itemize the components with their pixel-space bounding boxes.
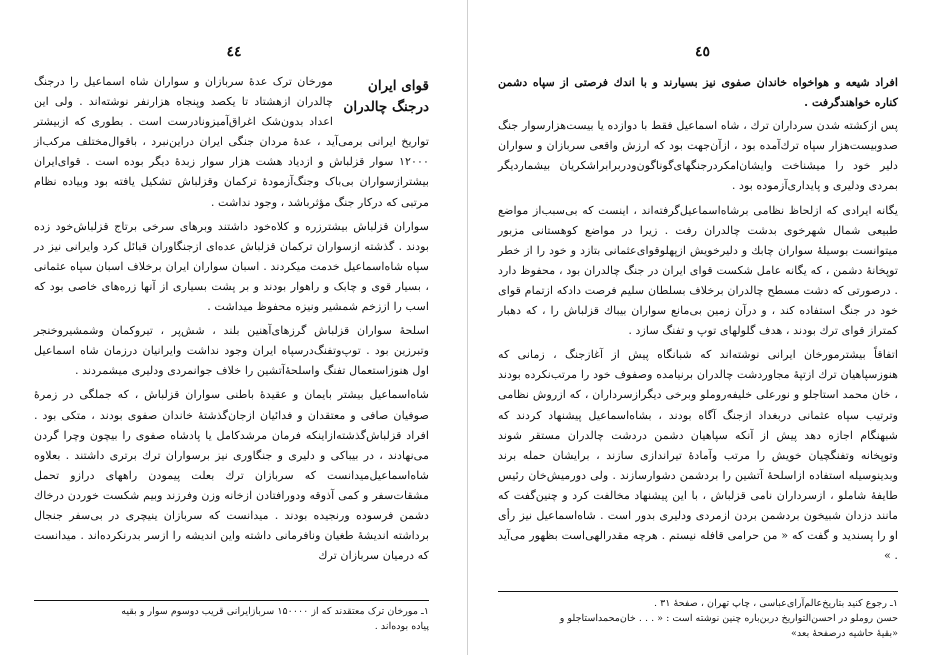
- paragraph: اسلحهٔ سواران قزلباش گرزهای‌آهنین بلند ، شش‌پر ، تیروکمان وشمشیروخنجر وتبرزین بود . توپ‌وتفنگ‌درسپاه ایران وجود نداشت وایرانیان درزمان شاه اسماعیل اول هنوزاستعمال تفنگ واسلحهٔ‌آتشین را خلاف جوانمردی ودلیری میشمردند .: [34, 324, 429, 378]
- page-number: ٤٥: [694, 44, 711, 60]
- heading-line: قوای ایران: [367, 78, 429, 94]
- page-body: [498, 72, 898, 566]
- heading-line: درجنگ چالدران: [343, 99, 429, 115]
- footnote-rule: [34, 600, 429, 601]
- footnote-line: «بقیهٔ حاشیه درصفحهٔ بعد»: [791, 628, 898, 639]
- paragraph: یگانه ایرادی که ازلحاظ نظامی برشاه‌اسماعیل‌گرفته‌اند ، اینست که بی‌سبب‌از مواضع طبیعی شمال شهرخوی بدشت چالدران رفت . زیرا در مواضع کوهستانی مزبور میتوانست بوسیلهٔ سواران چابك و دلیرخویش ازپهلوقوای‌عثمانی بتازد و خود را از خطر توپخانهٔ دشمن ، که یگانه عامل شکست قوای ایران در جنگ چالدران بود ، محفوظ دارد . درصورتی که دشت مسطح چالدران برخلاف بسلطان سلیم فرصت دادکه ازتمام قوای خود در جنگ استفاده کند ، و درآن زمین بی‌مانع سواران بیباك قزلباش را ، که دهبار کمتراز قوای ترك بودند ، هدف گلولهای توپ و تفنگ سازد .: [498, 203, 898, 338]
- left-page: [0, 0, 468, 655]
- footnotes: [498, 596, 898, 641]
- section-heading: [343, 76, 429, 118]
- page-number: ٤٤: [226, 44, 242, 60]
- paragraph: سواران قزلباش بیشترزره و کلاه‌خود داشتند وبرهای سرخی برتاج قزلباش‌خود زده بودند . گذشته ازسواران ترکمان قزلباش عده‌ای ازجنگاوران قبائل کرد وایرانی نیز در سپاه شاه‌اسماعیل خدمت میکردند . اسبان سواران ایران برخلاف اسبان سپاه عثمانی ، بسیار قوی و چابک و راهوار بودند و بر پشت بسیاری از آنها زره‌های خاصی بود که اسب را اززخم شمشیر ونیزه محفوظ میداشت .: [34, 219, 429, 314]
- paragraph: افراد شیعه و هواخواه خاندان صفوی نیز بسیارند و با اندك فرصتی از سپاه دشمن کناره خواهندگرفت .: [498, 75, 898, 110]
- footnote-line: ۱ـ مورخان ترک معتقدند که از ۱۵۰۰۰۰ سربازایرانی قریب دوسوم سوار و بقیه: [121, 606, 429, 617]
- footnote-line: حسن روملو در احسن‌التواریخ دربن‌باره چنین نوشته است : « . . . خان‌محمداستاجلو و: [559, 613, 898, 624]
- page-body: [34, 72, 429, 566]
- footnotes: [34, 604, 429, 634]
- paragraph: اتفاقاً بیشترمورخان ایرانی نوشته‌اند که شبانگاه پیش از آغازجنگ ، زمانی که هنوزسپاهیان ترك ازتپهٔ مجاوردشت چالدران برنیامده وصفوف خود را مرتب‌نکرده بودند ، خان محمد استاجلو و نورعلی خلیفه‌روملو وبرخی دیگرازسرداران ، که ازروش نظامی وترتیب سپاه عثمانی دربغداد ازجنگ آگاه بودند ، بشاه‌اسماعیل پیشنهاد کردند که شبهنگام اجازه دهد پیش از آنکه سپاهیان دشمن دردشت چالدران مستقر شوند وتوپخانه وتفنگچیان خویش را مرتب وآمادهٔ تیراندازی سازند ، برایشان حمله برند وبدینوسیله استفاده ازاسلحهٔ آتشین را بردشمن دشوارسازند . ولی دورمیش‌خان رئیس طایفهٔ شاملو ، ازسرداران نامی قزلباش ، با این پیشنهاد مخالفت کرد و چنین‌گفت که مانند دزدان شبیخون بردشمن بردن ازمردی ودلیری بدور است . شاه‌اسماعیل نیز رأی او را پسندید و گفت که « من حرامی قافله نیستم . هرچه مقدرالهی‌است بظهور می‌آید . »: [498, 348, 898, 563]
- footnote-rule: [498, 591, 898, 592]
- paragraph: شاه‌اسماعیل بیشتر بایمان و عقیدهٔ باطنی سواران قزلباش ، که جملگی در زمرهٔ صوفیان صافی و معتقدان و فدائیان ازجان‌گذشتهٔ خاندان صفوی بودند ، متکی بود . افراد قزلباش‌گذشته‌ازاینکه فرمان مرشدکامل یا پادشاه صفوی را بیچون وچرا گردن می‌نهادند ، در بیباکی و دلیری و جنگاوری نیز برسواران ترك برتری داشتند . بعلاوه شاه‌اسماعیل‌میدانست که سربازان ترك بعلت پیمودن راههای درازو تحمل مشقات‌سفر و کمی آذوقه ودورافتادن ازخانه وزن وفرزند وبیم شکست خوردن درخاك دشمن فرسوده ورنجیده بودند . میدانست که سربازان ینیچری در بی‌سفر جنجال برداشته اندیشهٔ طغیان ونافرمانی داشته واین اندیشه را ازسر بدرنکرده‌اند . میدانست که درمیان سربازان ترك: [34, 388, 429, 563]
- footnote-line: ۱ـ رجوع کنید بتاریخ‌عالم‌آرای‌عباسی ، چاپ تهران ، صفحهٔ ۳۱ .: [654, 598, 898, 609]
- right-page: [468, 0, 937, 655]
- footnote-line: پیاده بوده‌اند .: [374, 621, 429, 632]
- paragraph: پس ازکشته شدن سرداران ترك ، شاه اسماعیل فقط با دوازده یا بیست‌هزارسوار جنگ صدوبیست‌هزار سپاه ترك‌آمده بود ، ازآن‌جهت بود که ارزش واقعی سربازان و سواران دلیر خود را میشناخت وایشان‌امکردرجنگهای‌گوناگون‌ودربرابراشکریان بیشماردیگر بمردی ودلیری و پایداری‌آزموده بود .: [498, 119, 898, 193]
- paragraph: مورخان ترک عدهٔ سربازان و سواران شاه اسماعیل را درجنگ چالدران ازهشتاد تا یکصد وپنجاه هزارنفر نوشته‌اند . ولی این اعداد بدون‌شک اغراق‌آمیزونادرست است . بطوری که ازبیشتر تواریخ ایرانی برمی‌آید ، عدهٔ مردان جنگی ایران دراین‌نبرد ، باقوال‌مختلف مرکب‌از ۱۲۰۰۰ سوار قزلباش و ازدیاد هشت هزار سوار زبدهٔ دیگر بوده است . قوای‌ایران بیشترازسواران بی‌باک وجنگ‌آزمودهٔ ترکمان وقزلباش تشکیل یافته بود وبیاده نظام مرتبی که دركار جنگ مؤثرباشد ، وجود نداشت .: [34, 75, 429, 209]
